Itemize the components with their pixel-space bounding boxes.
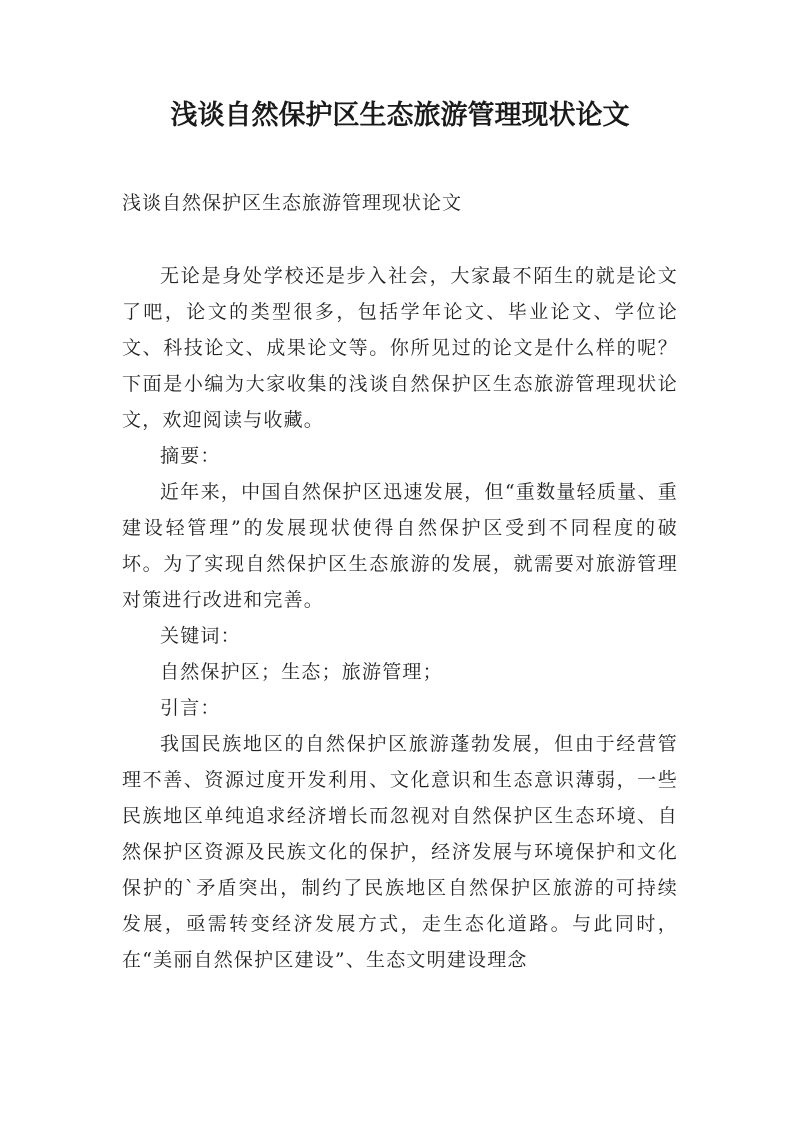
paragraph-intro: 无论是身处学校还是步入社会，大家最不陌生的就是论文了吧，论文的类型很多，包括学年论文、毕业论文、学位论文、科技论文、成果论文等。你所见过的论文是什么样的呢？下面是小编为大家收集的浅谈自然保护区生态旅游管理现状论文，欢迎阅读与收藏。 bbox=[122, 265, 678, 431]
heading-abstract: 摘要： bbox=[160, 445, 221, 467]
document-subtitle: 浅谈自然保护区生态旅游管理现状论文 bbox=[122, 192, 463, 214]
document-title: 浅谈自然保护区生态旅游管理现状论文 bbox=[170, 100, 630, 131]
heading-keywords: 关键词： bbox=[160, 625, 241, 647]
document-body bbox=[122, 258, 678, 978]
paragraph-keywords: 自然保护区；生态；旅游管理； bbox=[160, 661, 443, 683]
heading-introduction: 引言： bbox=[160, 697, 221, 719]
paragraph-abstract: 近年来，中国自然保护区迅速发展，但“重数量轻质量、重建设轻管理”的发展现状使得自然保护区受到不同程度的破坏。为了实现自然保护区生态旅游的发展，就需要对旅游管理对策进行改进和完善。 bbox=[122, 481, 678, 611]
paragraph-introduction: 我国民族地区的自然保护区旅游蓬勃发展，但由于经营管理不善、资源过度开发利用、文化意识和生态意识薄弱，一些民族地区单纯追求经济增长而忽视对自然保护区生态环境、自然保护区资源及民族文化的保护，经济发展与环境保护和文化保护的`矛盾突出，制约了民族地区自然保护区旅游的可持续发展，亟需转变经济发展方式，走生态化道路。与此同时，在“美丽自然保护区建设”、生态文明建设理念 bbox=[122, 733, 678, 971]
